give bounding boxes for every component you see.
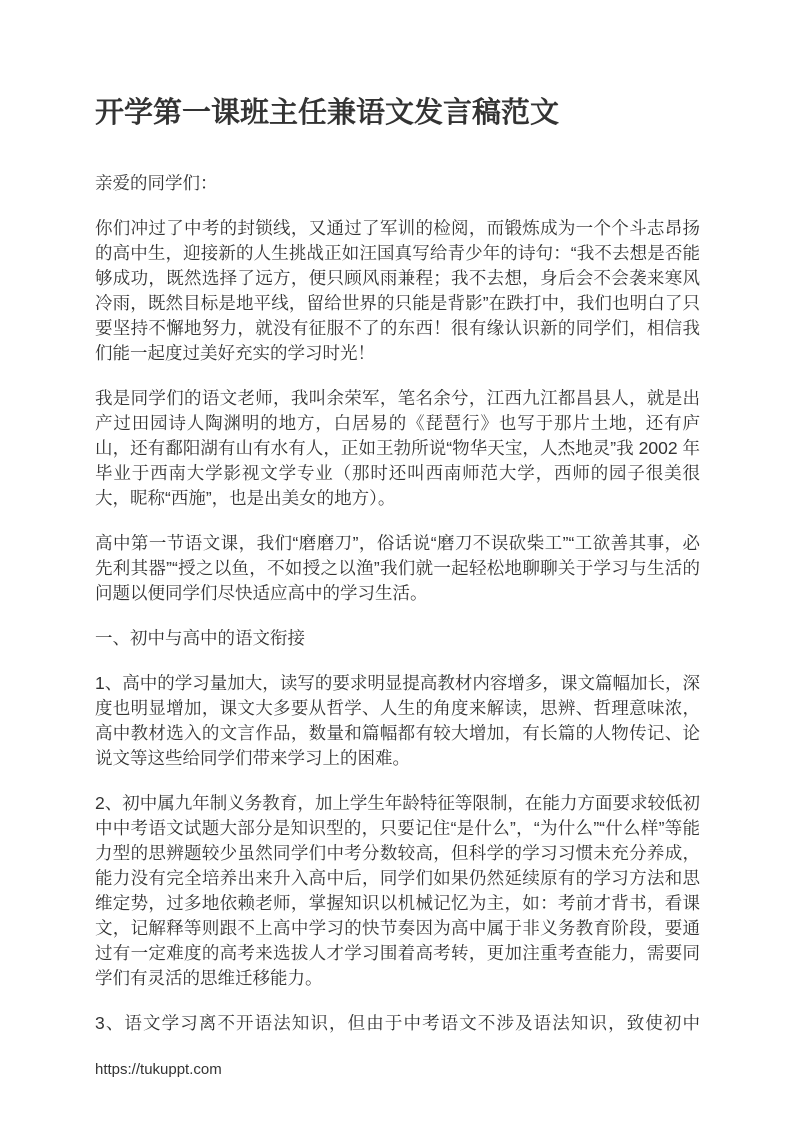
paragraph-point-1: 1、高中的学习量加大，读写的要求明显提高教材内容增多，课文篇幅加长，深度也明显增加，课文大多要从哲学、人生的角度来解读，思辨、哲理意味浓，高中教材选入的文言作品，数量和篇幅都有较大增加，有长篇的人物传记、论说文等这些给同学们带来学习上的困难。 bbox=[95, 673, 700, 769]
paragraph-point-2: 2、初中属九年制义务教育，加上学生年龄特征等限制，在能力方面要求较低初中中考语文试题大部分是知识型的，只要记住“是什么”，“为什么”“什么样”等能力型的思辨题较少虽然同学们中考分数较高，但科学的学习习惯未充分养成，能力没有完全培养出来升入高中后，同学们如果仍然延续原有的学习方法和思维定势，过多地依赖老师，掌握知识以机械记忆为主，如：考前才背书，看课文，记解释等则跟不上高中学习的快节奏因为高中属于非义务教育阶段，要通过有一定难度的高考来选拔人才学习围着高考转，更加注重考查能力，需要同学们有灵活的思维迁移能力。 bbox=[95, 793, 700, 989]
paragraph-teacher-introduction: 我是同学们的语文老师，我叫余荣军，笔名余兮，江西九江都昌县人，就是出产过田园诗人陶渊明的地方，白居易的《琵琶行》也写于那片土地，还有庐山，还有鄱阳湖有山有水有人，正如王勃所说“物华天宝，人杰地灵”我 2002 年毕业于西南大学影视文学专业（那时还叫西南师范大学，西师的园子很美很大，昵称“西施”，也是出美女的地方）。 bbox=[95, 388, 700, 509]
page-title: 开学第一课班主任兼语文发言稿范文 bbox=[95, 97, 560, 129]
salutation: 亲爱的同学们： bbox=[95, 173, 218, 194]
paragraph-point-3: 3、语文学习离不开语法知识，但由于中考语文不涉及语法知识，致使初中 bbox=[95, 1013, 700, 1034]
section-heading: 一、初中与高中的语文衔接 bbox=[95, 628, 305, 649]
paragraph-intro: 你们冲过了中考的封锁线，又通过了军训的检阅，而锻炼成为一个个斗志昂扬的高中生，迎接新的人生挑战正如汪国真写给青少年的诗句：“我不去想是否能够成功，既然选择了远方，便只顾风雨兼程；我不去想，身后会不会袭来寒风冷雨，既然目标是地平线，留给世界的只能是背影”在跌打中，我们也明白了只要坚持不懈地努力，就没有征服不了的东西！很有缘认识新的同学们，相信我们能一起度过美好充实的学习时光！ bbox=[95, 218, 700, 364]
paragraph-first-lesson: 高中第一节语文课，我们“磨磨刀”，俗话说“磨刀不误砍柴工”“工欲善其事，必先利其器”“授之以鱼，不如授之以渔”我们就一起轻松地聊聊关于学习与生活的问题以便同学们尽快适应高中的学习生活。 bbox=[95, 533, 700, 604]
footer-url: https://tukuppt.com bbox=[95, 1061, 222, 1078]
